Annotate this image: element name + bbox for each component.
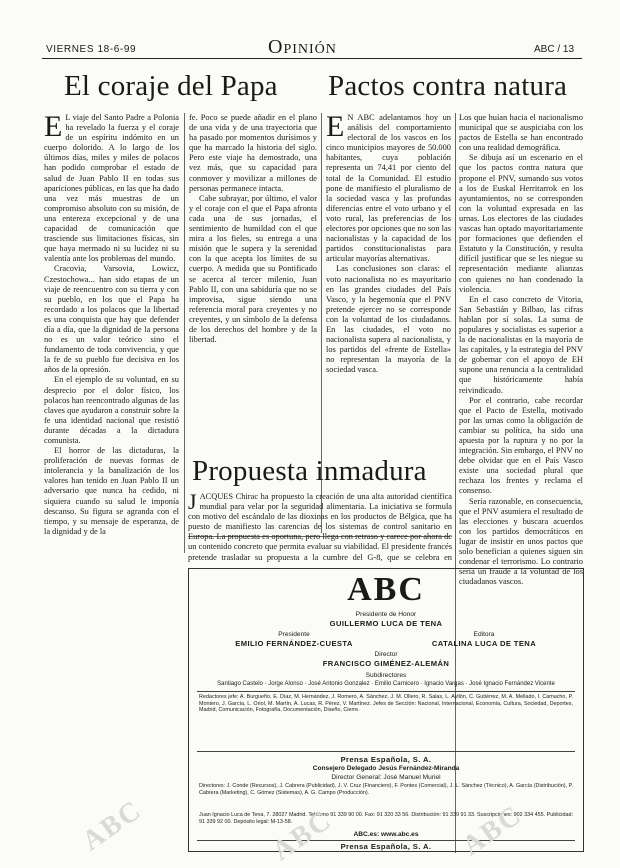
masthead-rule [197, 751, 575, 752]
paragraph: Sería razonable, en consecuencia, que el PNV asumiera el resultado de las elecciones y buscara acuerdos con los partidos democráticos en lugar de insistir en unos pactos que solo benefician a quienes siguen sin condenar el terrorismo. Lo contrario sería un fraude a la voluntad de los ciudadanos vascos. [459, 496, 583, 587]
paragraph: Cracovia, Varsovia, Lowicz, Czestochowa... han sido etapas de un viaje de reencuentro con su tierra y con su pueblo, en los que el Papa ha recordado a los polacos que la libertad es una conquista que hay que defender día a día, que la dignidad de la persona no es un valor teórico sino el fundamento de toda convivencia, y que la fe de su pueblo fue decisiva en los años de la opresión. [44, 264, 179, 375]
dropcap: J [188, 492, 197, 514]
paragraph: L viaje del Santo Padre a Polonia ha revelado la fuerza y el coraje de un espíritu indómito en un cuerpo dolorido. A lo largo de los últimos días, miles y miles de polacos han podido comprobar el estado de salud de Juan Pablo II en todas sus apariciones públicas, en las que ha dado una vez más muestras de un compromiso absoluto con su misión, de una entereza excepcional y de una capacidad de comunicación que trasciende sus limitaciones físicas, sin que haya mermado ni su lucidez ni su valentía ante los problemas del mundo. [44, 113, 179, 264]
paragraph: fe. Poco se puede añadir en el plano de una vida y de una trayectoria que ha pasado por momentos durísimos y que ha marcado la historia del siglo. Pero este viaje ha demostrado, una vez más, que su capacidad para conmover y movilizar a millones de personas permanece intacta. [189, 113, 317, 193]
masthead-footer: Prensa Española, S. A. [340, 842, 432, 851]
dropcap: E [326, 113, 345, 143]
subdirectors-title: Subdirectores [365, 672, 407, 679]
masthead-rule [197, 691, 575, 692]
header-rule [42, 58, 582, 59]
ceo-name: Jesús Fernández-Miranda [378, 765, 460, 772]
general-director: Director General: José Manuel Muriel [331, 774, 441, 781]
directors-list: Directores: J. Conde (Recursos), J. Cabrera (Publicidad), J. V. Cruz (Financiero), F. Pontes (Comercial), J. L. Sánchez (Técnico), A. García (Distribución), P. Cabrera (Marketing), C. Gómez (Sistemas), A. G. Campo (Producción). [199, 783, 573, 796]
header-date: VIERNES 18-6-99 [46, 44, 137, 55]
masthead-rule [197, 840, 575, 841]
address: Juan Ignacio Luca de Tena, 7. 28027 Madrid. Teléfono 91 339 90 00. Fax: 91 320 33 56. Distribución: 91 339 91 33. Suscripciones: 902 334 455. Publicidad: 91 339 92 00. Depósito legal: M-13-58. [199, 812, 573, 825]
president-name: EMILIO FERNÁNDEZ-CUESTA [235, 639, 353, 648]
watermark: ABC [456, 799, 528, 862]
website[interactable]: ABC.es: www.abc.es [353, 831, 419, 838]
publisher-name: Prensa Española, S. A. [340, 755, 432, 764]
staff-list: Redactores jefe: A. Burgueño, E. Díaz, M. Hernández, J. Romero, A. Sánchez, J. M. Ollero, R. Salas, L. Ayllón, C. Gutiérrez, M. A. Mellado, I. Camacho, P. Montero, J. García, L. Oriol, M. Martín, A. Lucas, R. Pérez, V. Martínez. Jefes de Sección: Nacional, Internacional, Economía, Cultura, Sociedad, Deportes, Madrid, Comunicación, Fotografía, Documentación, Diseño, Cierre. [199, 694, 573, 714]
headline-bottom: Propuesta inmadura [192, 455, 427, 487]
editor-name: CATALINA LUCA DE TENA [431, 639, 537, 648]
paragraph: Por el contrario, cabe recordar que el Pacto de Estella, motivado por las urnas como la obligación de cambiar su política, ha sido una apuesta por la ruptura y no por la integración. Sin embargo, el PNV no debe olvidar que en el País Vasco existe una sociedad plural que rechaza los frentes y reclama el consenso. [459, 395, 583, 496]
director-title: Director [374, 651, 398, 658]
section-title: Opinión [268, 36, 337, 58]
ceo-line [189, 765, 583, 773]
article-left-col1 [44, 113, 179, 853]
paragraph: En el caso concreto de Vitoria, San Sebastián y Bilbao, las cifras hablan por sí solas. La suma de populares y socialistas es superior a la de nacionalistas en la mayoría de las capitales, y la estrategia del PNV de gobernar con el apoyo de EH supone una renuncia a la centralidad que históricamente había reivindicado. [459, 294, 583, 395]
dropcap: E [44, 113, 63, 143]
director-name: FRANCISCO GIMÉNEZ-ALEMÁN [322, 659, 450, 668]
founder-name: GUILLERMO LUCA DE TENA [329, 619, 443, 628]
paragraph: Los que huían hacia el nacionalismo municipal que se auspiciaba con los pactos de Estella se han encontrado con una realidad demográfica. [459, 113, 583, 153]
paragraph: Cabe subrayar, por último, el valor y el coraje con el que el Papa afronta cada una de sus jornadas, el sentimiento de humildad con el que mira a los fieles, su entrega a una misión que le supera y la serenidad con la que acepta los límites de su cuerpo. A medida que su Pontificado se acerca al tercer milenio, Juan Pablo II, con una sabiduría que no se improvisa, sigue siendo una referencia moral para creyentes y no creyentes, y un símbolo de la defensa de los derechos del hombre y de la libertad. [189, 193, 317, 345]
masthead [188, 568, 584, 852]
article-bottom-body [188, 492, 452, 562]
president-title: Presidente [278, 631, 310, 638]
subdirectors-names: Santiago Castelo · Jorge Alonso · José Antonio Gonzalez · Emilio Carnicero · Ignacio Vargas · José Ignacio Fernández Vicente [217, 681, 555, 687]
watermark: ABC [76, 794, 148, 857]
paragraph: En el ejemplo de su voluntad, en su desprecio por el dolor físico, los polacos han reencontrado algunas de las claves que ayudaron a construir sobre la fe una identidad nacional que resistió durante décadas a la dictadura comunista. [44, 375, 179, 445]
abc-logo: ABC [347, 571, 425, 608]
editor-title: Editora [473, 631, 495, 638]
ceo-title: Consejero Delegado [312, 765, 377, 772]
column-rule [184, 113, 185, 553]
page-number: ABC / 13 [534, 44, 575, 55]
paragraph: Las conclusiones son claras: el voto nacionalista no es mayoritario en las grandes ciudades del País Vasco, y la hegemonía que el PNV pretende ejercer no se corresponde con la voluntad de los ciudadanos. En las ciudades, el voto no nacionalista supera al nacionalista, y los partidos del «frente de Estella» no representan la mayoría de la sociedad vasca. [326, 264, 451, 375]
paragraph: N ABC adelantamos hoy un análisis del comportamiento electoral de los vascos en los cinco municipios mayores de 50.000 habitantes, cuya población representa un 74,41 por ciento del total de la Comunidad. El estudio pone de manifiesto el pluralismo de la sociedad vasca y las profundas diferencias entre el voto urbano y el voto rural, las preferencias de los electores por opciones que no son las nacionalistas y la capacidad de los partidos constitucionalistas para articular mayorías alternativas. [326, 113, 451, 264]
headline-right: Pactos contra natura [328, 70, 568, 102]
paragraph: ACQUES Chirac ha propuesto la creación de una alta autoridad científica mundial para velar por la seguridad alimentaria. La iniciativa se formula con motivo del escándalo de las dioxinas en los productos de Bélgica, que ha puesto de manifiesto las carencias de los sistemas de control sanitario en Europa. La propuesta es oportuna, pero llega con retraso y carece por ahora de un contenido concreto que permita evaluar su viabilidad. El presidente francés pretende trasladar su propuesta a la cumbre del G-8, que se celebra en [188, 492, 452, 562]
founder-title: Presidente de Honor [355, 611, 417, 618]
paragraph: El horror de las dictaduras, la proliferación de nuevas formas de intolerancia y la banalización de los valores han tenido en Juan Pablo II un adversario que nunca ha cedido, ni siquiera cuando su salud le imponía descanso. Su figura se agranda con el tiempo, y su mensaje de esperanza, de la dignidad y de la [44, 446, 179, 536]
headline-left: El coraje del Papa [64, 70, 278, 102]
watermark: ABC [266, 804, 338, 867]
paragraph: Se dibuja así un escenario en el que los pactos contra natura que propone el PNV, sumando sus votos a los de Euskal Herritarrok en los ayuntamientos, no se corresponden con la voluntad expresada en las urnas. Los electores de las ciudades vascas han optado mayoritariamente por formaciones que defienden el Estatuto y la Constitución, y resulta difícil justificar que se les niegue su representación mediante alianzas con quienes no han condenado la violencia. [459, 153, 583, 294]
